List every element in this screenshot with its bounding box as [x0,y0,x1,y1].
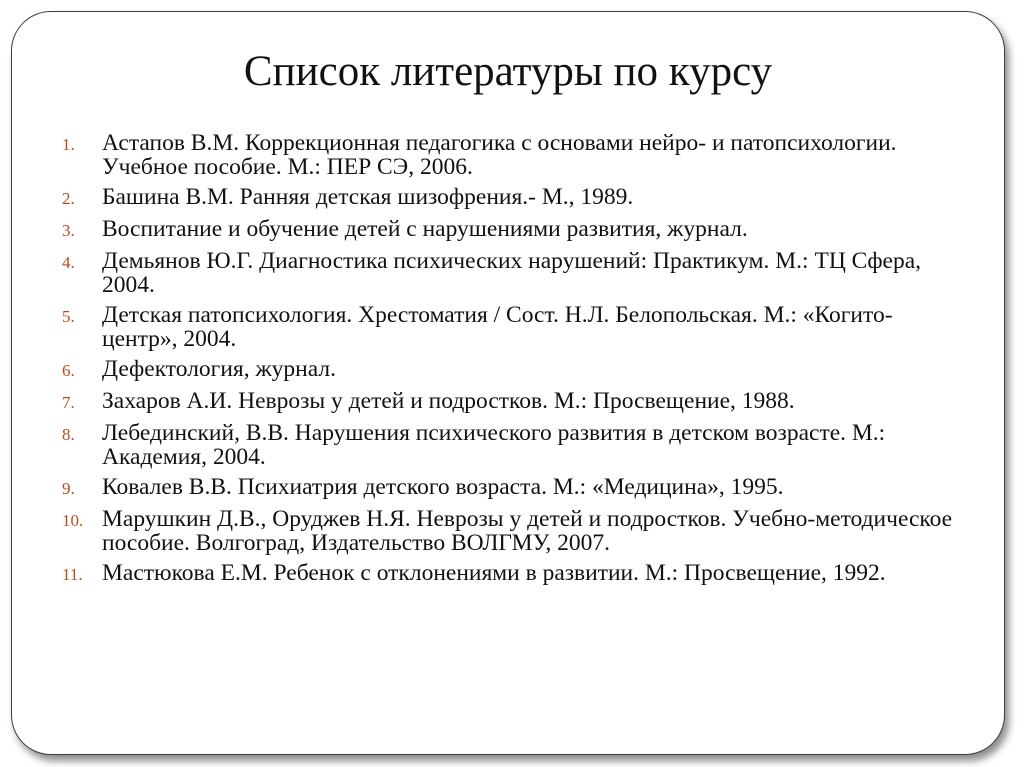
list-item [62,507,962,555]
list-item-text: Демьянов Ю.Г. Диагностика психических нарушений: Практикум. М.: ТЦ Сфера, 2004. [102,248,922,298]
list-item [62,475,962,501]
bibliography-list [62,131,962,593]
list-item-number: 4. [62,253,75,272]
list-item-text: Астапов В.М. Коррекционная педагогика с основами нейро- и патопсихологии. Учебное пособие. М.: ПЕР СЭ, 2006. [102,130,897,180]
list-item-text: Детская патопсихология. Хрестоматия / Сост. Н.Л. Белопольская. М.: «Когито-центр», 2004. [102,302,893,352]
list-item [62,561,962,587]
list-item-text: Захаров А.И. Неврозы у детей и подростков. М.: Просвещение, 1988. [102,388,795,414]
list-item [62,303,962,351]
slide-title: Список литературы по курсу [243,48,773,95]
list-item [62,249,962,297]
list-item-number: 1. [62,135,75,154]
list-item-text: Воспитание и обучение детей с нарушениями развития, журнал. [102,216,748,242]
list-item-number: 6. [62,361,75,380]
list-item-number: 10. [62,511,84,530]
list-item-number: 11. [62,565,83,584]
list-item-text: Дефектология, журнал. [102,356,337,382]
list-item [62,389,962,415]
list-item-text: Ковалев В.В. Психиатрия детского возраста. М.: «Медицина», 1995. [102,474,784,500]
list-item-text: Башина В.М. Ранняя детская шизофрения.- М., 1989. [102,184,634,210]
list-item-number: 2. [62,189,75,208]
list-item-number: 8. [62,425,75,444]
list-item [62,421,962,469]
slide-frame [11,11,1005,755]
list-item [62,131,962,179]
list-item-text: Лебединский, В.В. Нарушения психического развития в детском возрасте. М.: Академия, 2004. [102,420,886,470]
list-item-text: Марушкин Д.В., Оруджев Н.Я. Неврозы у детей и подростков. Учебно-методическое пособие. Волгоград, Издательство ВОЛГМУ, 2007. [102,506,953,556]
list-item-number: 3. [62,221,75,240]
list-item-number: 9. [62,479,75,498]
list-item [62,185,962,211]
list-item [62,357,962,383]
list-item-text: Мастюкова Е.М. Ребенок с отклонениями в развитии. М.: Просвещение, 1992. [102,560,886,586]
list-item [62,217,962,243]
list-item-number: 7. [62,393,75,412]
list-item-number: 5. [62,307,75,326]
